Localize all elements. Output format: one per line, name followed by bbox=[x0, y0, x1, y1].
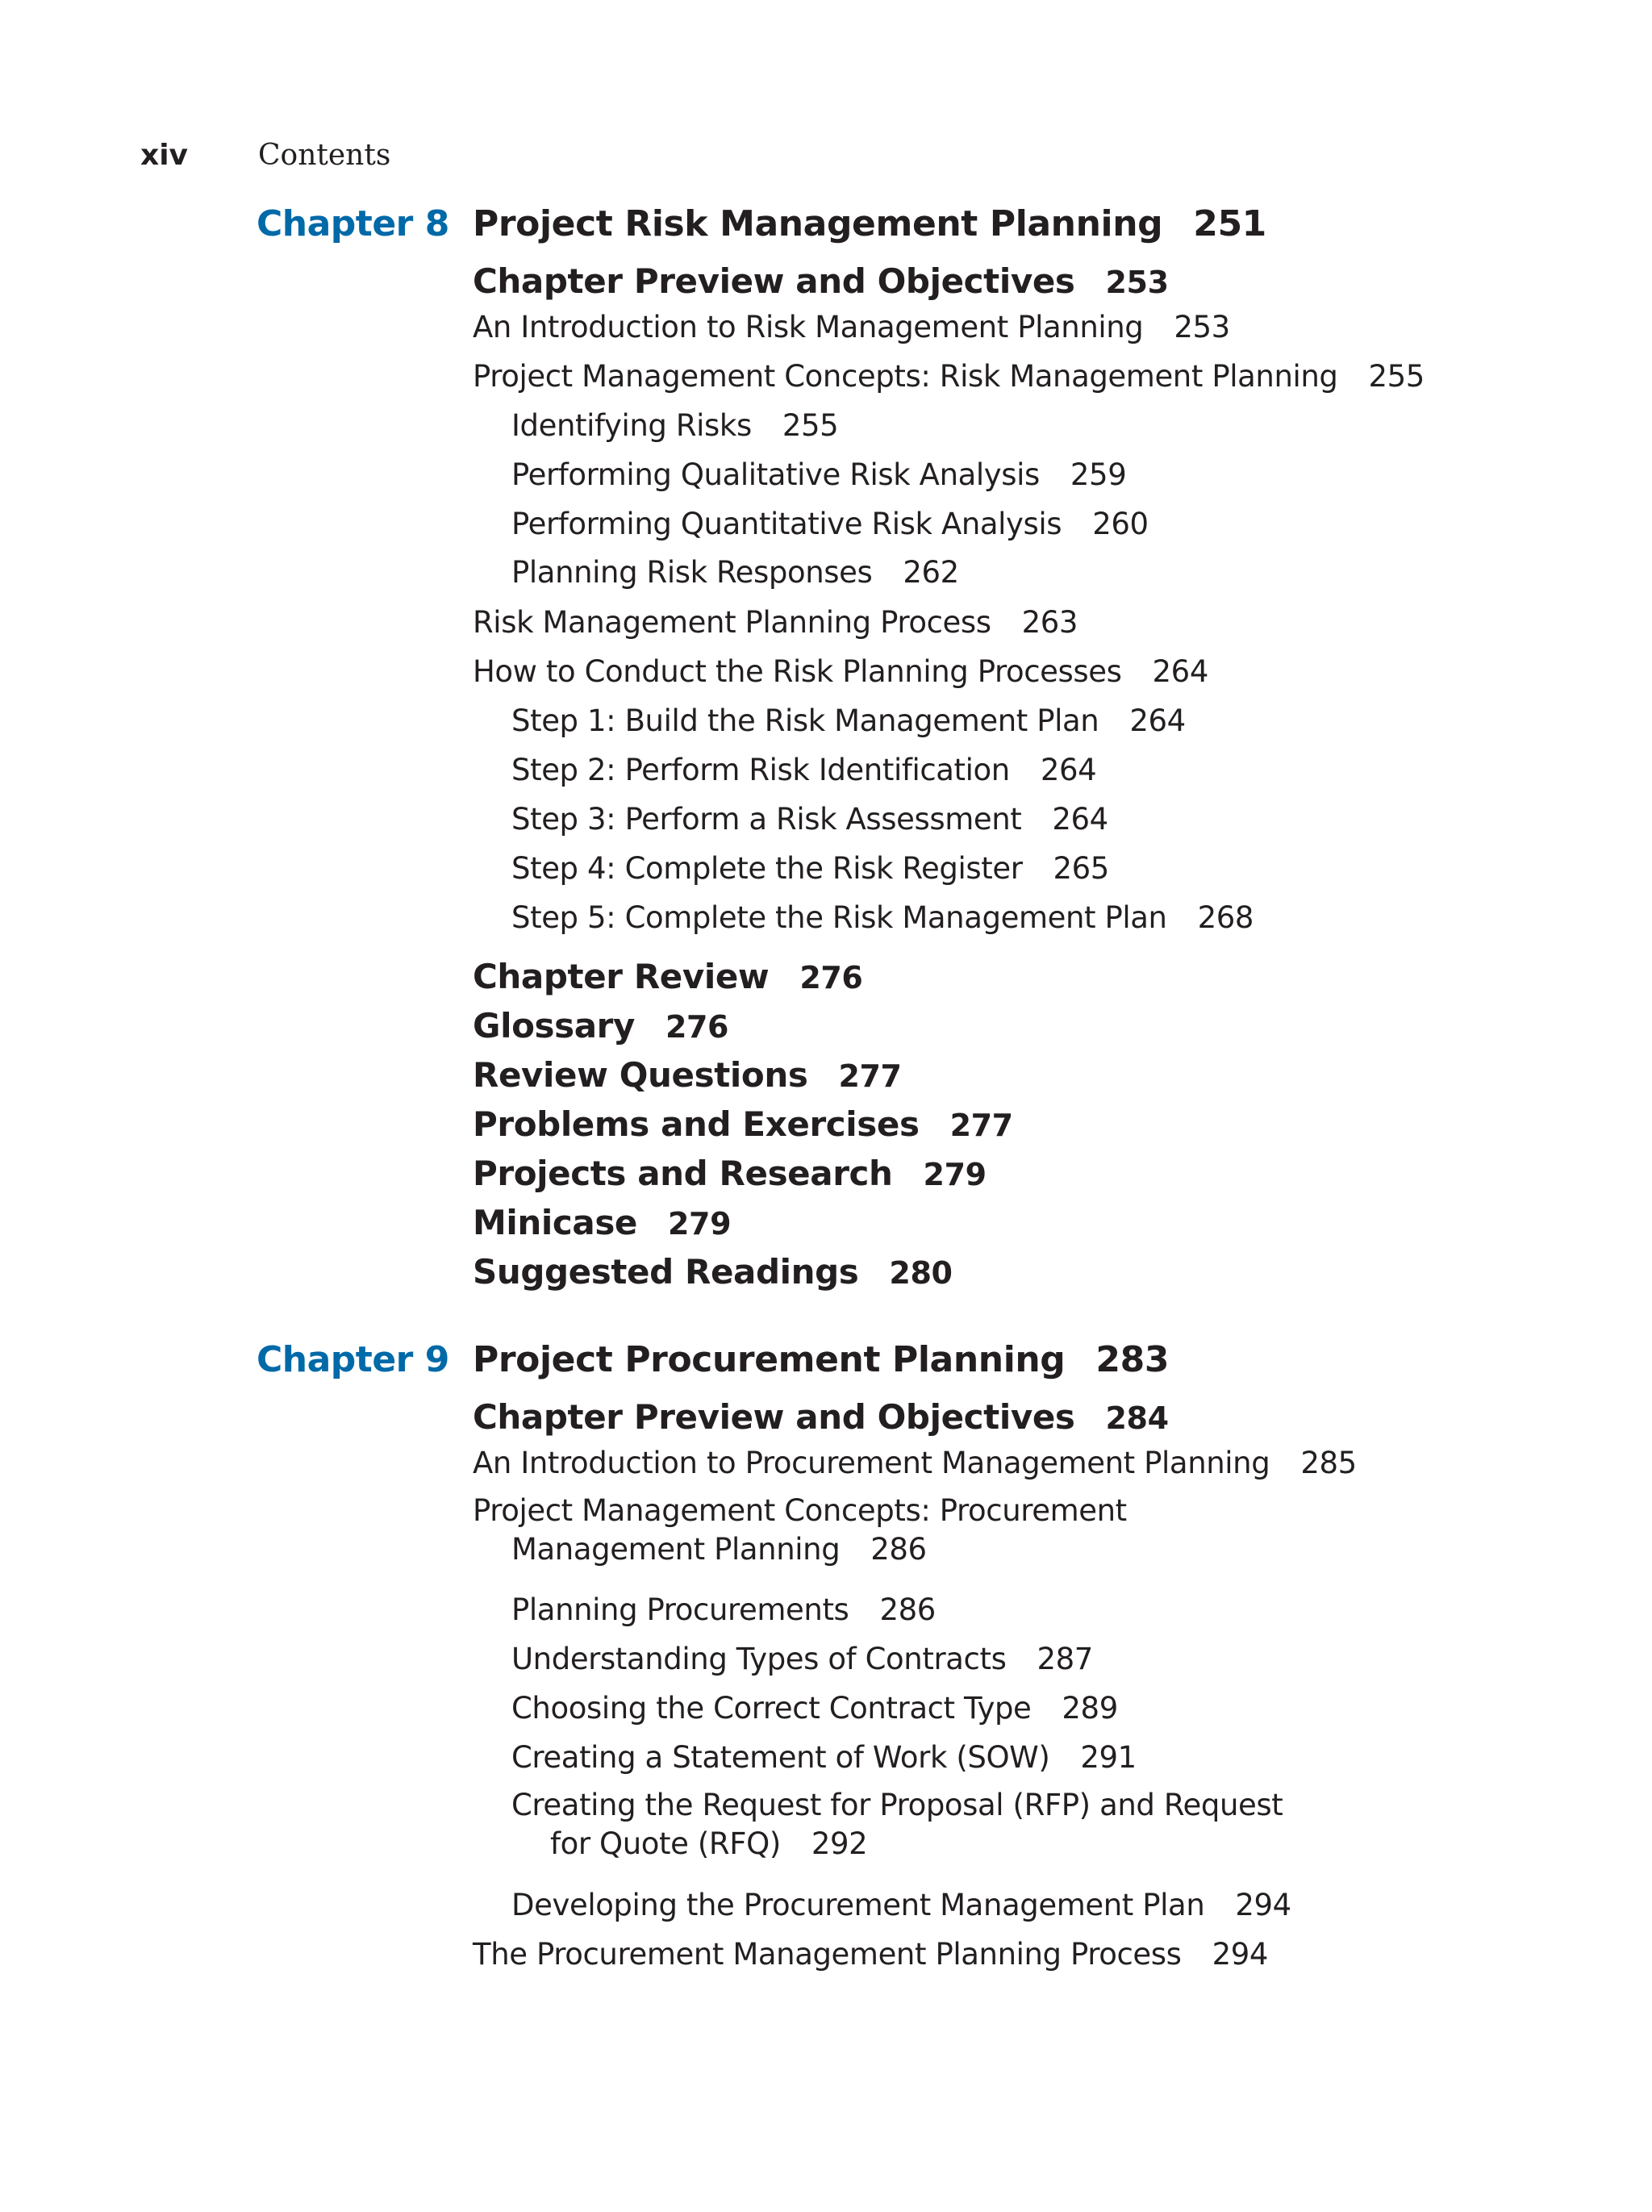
toc-entry bbox=[473, 310, 1230, 344]
page-ref: 264 bbox=[1052, 802, 1108, 837]
page-ref: 276 bbox=[665, 1009, 729, 1045]
entry-title: Problems and Exercises bbox=[473, 1104, 920, 1144]
page-ref: 285 bbox=[1300, 1446, 1357, 1480]
entry-title: Chapter Preview and Objectives bbox=[473, 1397, 1075, 1437]
entry-title: Project Management Concepts: Risk Management Planning bbox=[473, 359, 1338, 394]
page-ref: 251 bbox=[1193, 203, 1266, 244]
toc-entry bbox=[473, 1203, 731, 1242]
toc-entry bbox=[473, 1252, 953, 1292]
toc-entry bbox=[511, 457, 1126, 492]
page-ref: 283 bbox=[1095, 1339, 1170, 1380]
toc-entry bbox=[511, 555, 959, 590]
toc-entry bbox=[511, 1592, 936, 1627]
entry-title: Project Procurement Planning bbox=[473, 1339, 1066, 1380]
toc-entry bbox=[511, 753, 1096, 787]
page-ref: 260 bbox=[1092, 507, 1149, 541]
entry-title: Minicase bbox=[473, 1203, 638, 1242]
page-ref: 255 bbox=[782, 408, 839, 443]
entry-title: Choosing the Correct Contract Type bbox=[511, 1691, 1032, 1726]
toc-entry bbox=[511, 900, 1254, 935]
page-ref: 280 bbox=[889, 1255, 953, 1291]
entry-title: Step 5: Complete the Risk Management Plan bbox=[511, 900, 1167, 935]
entry-title: Identifying Risks bbox=[511, 408, 752, 443]
toc-entry bbox=[473, 1055, 902, 1095]
page-ref: 294 bbox=[1235, 1888, 1291, 1922]
page-ref: 277 bbox=[949, 1108, 1013, 1143]
entry-title: Step 1: Build the Risk Management Plan bbox=[511, 703, 1099, 738]
page-ref: 289 bbox=[1062, 1691, 1118, 1726]
page-ref: 279 bbox=[668, 1206, 732, 1242]
entry-title: Performing Qualitative Risk Analysis bbox=[511, 457, 1040, 492]
page-ref: 287 bbox=[1037, 1642, 1093, 1676]
entry-title: The Procurement Management Planning Process bbox=[473, 1937, 1182, 1972]
entry-title: Project Management Concepts: Procurement bbox=[473, 1493, 1127, 1528]
toc-entry bbox=[473, 1492, 1127, 1569]
page-ref: 276 bbox=[799, 960, 863, 995]
page-ref: 259 bbox=[1070, 457, 1127, 492]
toc-entry bbox=[511, 851, 1109, 886]
entry-title-continued bbox=[511, 1825, 1283, 1864]
entry-title: Projects and Research bbox=[473, 1154, 893, 1193]
toc-entry bbox=[511, 1888, 1291, 1922]
entry-title: Project Risk Management Planning bbox=[473, 203, 1163, 244]
toc-entry bbox=[511, 507, 1149, 541]
toc-entry bbox=[473, 203, 1266, 244]
entry-title: Chapter Preview and Objectives bbox=[473, 261, 1075, 301]
page-ref: 264 bbox=[1152, 654, 1208, 689]
entry-title: Risk Management Planning Process bbox=[473, 605, 991, 640]
running-head-title: Contents bbox=[258, 138, 391, 172]
toc-entry bbox=[473, 605, 1078, 640]
chapter-label: Chapter 8 bbox=[257, 203, 449, 244]
entry-title: Creating the Request for Proposal (RFP) and Request bbox=[511, 1788, 1283, 1822]
entry-title: Planning Risk Responses bbox=[511, 555, 873, 590]
page-ref: 284 bbox=[1105, 1400, 1169, 1436]
page-ref: 292 bbox=[811, 1826, 868, 1861]
page-ref: 294 bbox=[1212, 1937, 1268, 1972]
entry-title: An Introduction to Risk Management Planning bbox=[473, 310, 1144, 344]
entry-title-continued bbox=[473, 1530, 1127, 1569]
entry-title: Step 4: Complete the Risk Register bbox=[511, 851, 1023, 886]
toc-entry bbox=[473, 1006, 728, 1045]
entry-title: Understanding Types of Contracts bbox=[511, 1642, 1007, 1676]
entry-title: Performing Quantitative Risk Analysis bbox=[511, 507, 1062, 541]
toc-entry bbox=[473, 1104, 1013, 1144]
entry-title: Glossary bbox=[473, 1006, 635, 1045]
entry-title: Step 2: Perform Risk Identification bbox=[511, 753, 1010, 787]
toc-entry bbox=[511, 1642, 1093, 1676]
entry-title: Suggested Readings bbox=[473, 1252, 859, 1292]
entry-title: Review Questions bbox=[473, 1055, 808, 1095]
toc-entry bbox=[511, 703, 1186, 738]
toc-entry bbox=[473, 1397, 1169, 1437]
toc-entry bbox=[473, 654, 1208, 689]
page-ref: 262 bbox=[903, 555, 959, 590]
running-head bbox=[140, 137, 390, 173]
entry-title: Developing the Procurement Management Plan bbox=[511, 1888, 1205, 1922]
toc-entry bbox=[473, 1154, 987, 1193]
page-ref: 253 bbox=[1105, 265, 1169, 300]
page-number: xiv bbox=[140, 138, 189, 172]
toc-entry bbox=[473, 1446, 1357, 1480]
page-ref: 277 bbox=[838, 1058, 902, 1094]
page-ref: 255 bbox=[1368, 359, 1425, 394]
toc-entry bbox=[473, 1339, 1169, 1380]
page-ref: 264 bbox=[1129, 703, 1186, 738]
page-ref: 253 bbox=[1174, 310, 1230, 344]
entry-title: Creating a Statement of Work (SOW) bbox=[511, 1740, 1050, 1775]
page-ref: 286 bbox=[879, 1592, 936, 1627]
page-ref: 265 bbox=[1053, 851, 1109, 886]
entry-title: Planning Procurements bbox=[511, 1592, 849, 1627]
page-ref: 291 bbox=[1080, 1740, 1137, 1775]
toc-entry bbox=[473, 1937, 1268, 1972]
page-ref: 264 bbox=[1040, 753, 1097, 787]
toc-entry bbox=[473, 359, 1425, 394]
toc-entry bbox=[511, 1786, 1283, 1864]
entry-title: Chapter Review bbox=[473, 957, 770, 996]
toc-entry bbox=[511, 802, 1108, 837]
page-ref: 263 bbox=[1021, 605, 1078, 640]
page-ref: 286 bbox=[870, 1532, 927, 1567]
toc-entry bbox=[473, 957, 862, 996]
entry-title-part: Management Planning bbox=[511, 1532, 841, 1567]
entry-title: How to Conduct the Risk Planning Processes bbox=[473, 654, 1122, 689]
page-ref: 279 bbox=[923, 1157, 987, 1192]
entry-title-part: for Quote (RFQ) bbox=[550, 1826, 781, 1861]
toc-entry bbox=[511, 1740, 1137, 1775]
page-ref: 268 bbox=[1197, 900, 1254, 935]
toc-entry bbox=[511, 1691, 1118, 1726]
chapter-label: Chapter 9 bbox=[257, 1339, 449, 1380]
toc-entry bbox=[511, 408, 838, 443]
entry-title: An Introduction to Procurement Management Planning bbox=[473, 1446, 1270, 1480]
entry-title: Step 3: Perform a Risk Assessment bbox=[511, 802, 1022, 837]
toc-entry bbox=[473, 261, 1169, 301]
